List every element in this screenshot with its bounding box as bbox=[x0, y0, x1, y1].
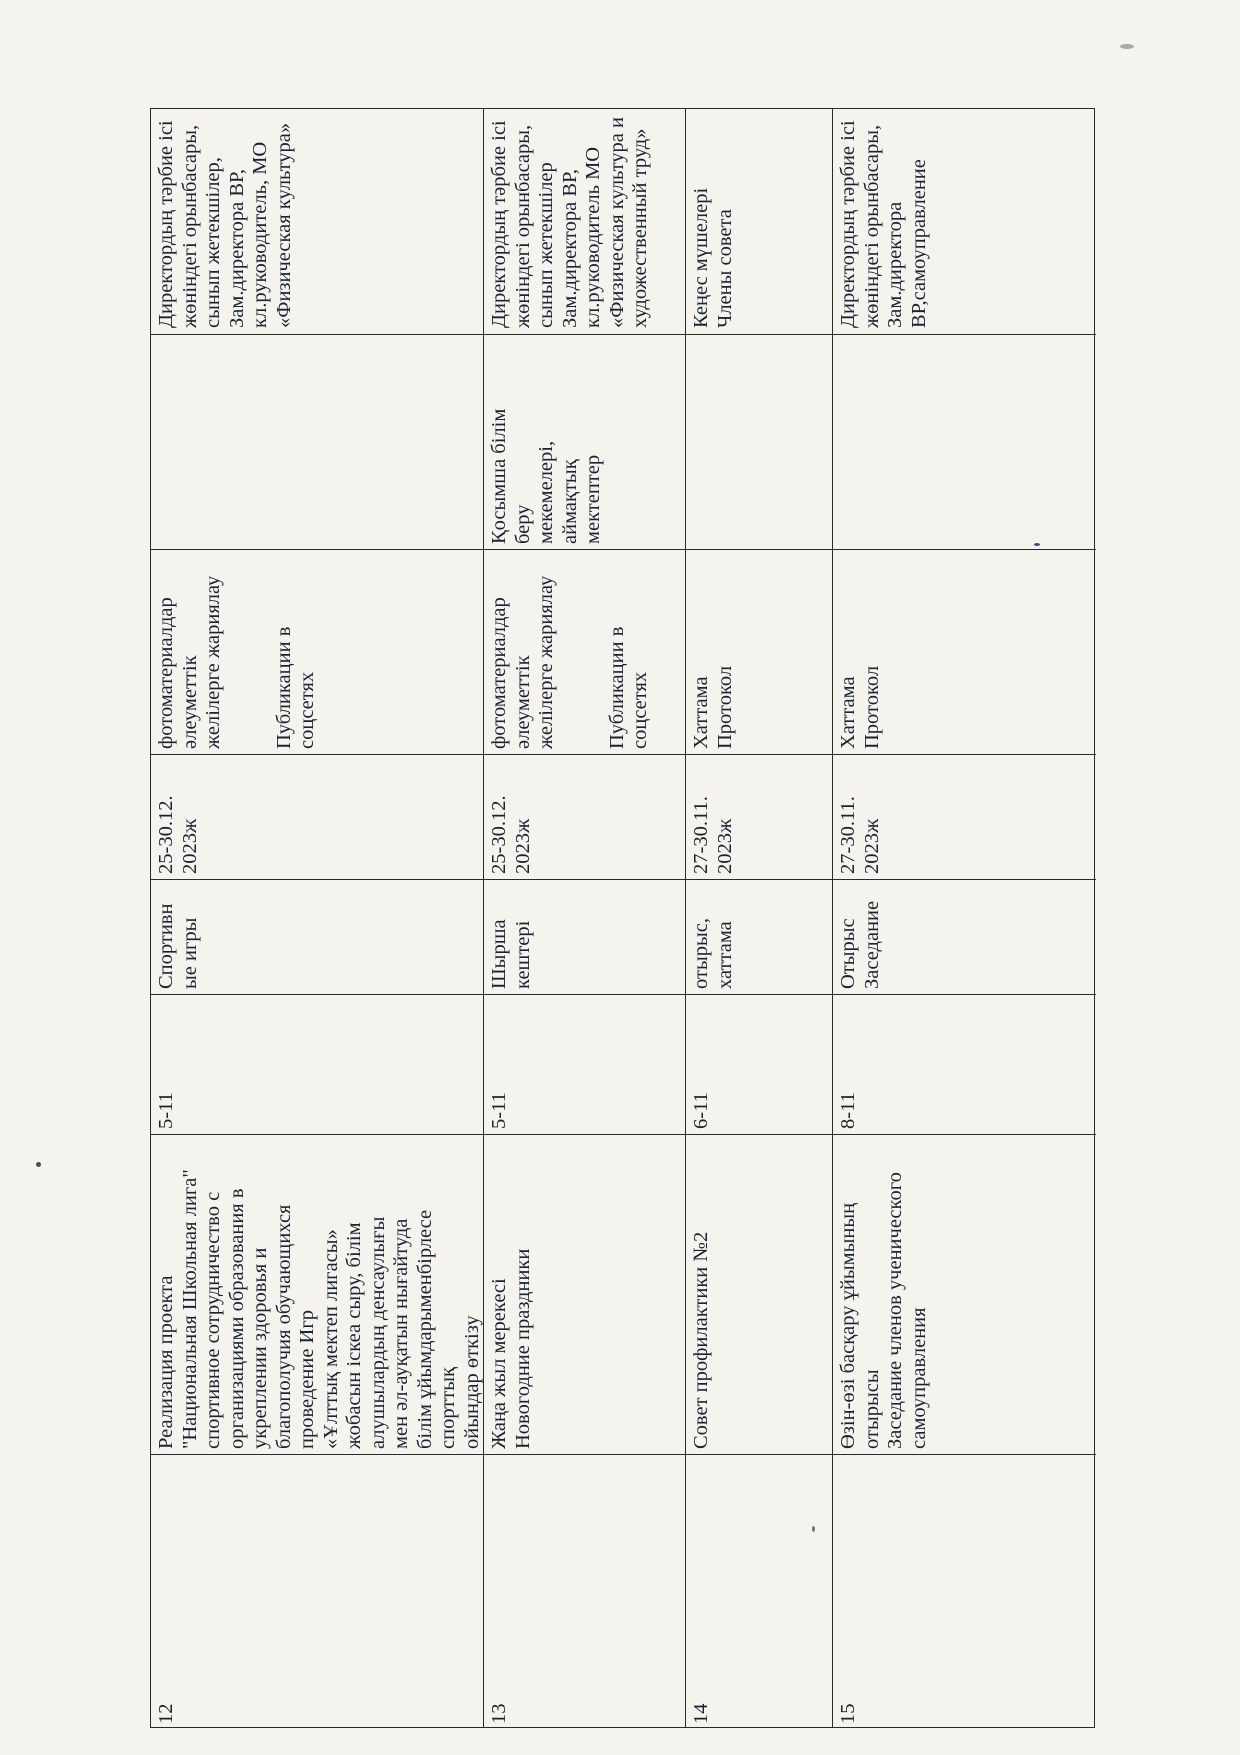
grade-text: 6-11 bbox=[690, 1092, 712, 1129]
partners-text: Қосымша білім беру мекемелері, аймақтық мектептер bbox=[488, 408, 604, 544]
event-text: Жаңа жыл мерекесі Новогодние праздники bbox=[488, 1248, 534, 1449]
cell-grade bbox=[686, 994, 832, 1134]
cell-grade bbox=[484, 994, 685, 1134]
form-text: Отырыс Заседание bbox=[837, 900, 883, 989]
form-text: Спортивн ые игры bbox=[155, 903, 201, 989]
cell-grade bbox=[151, 994, 483, 1134]
table-row bbox=[686, 109, 833, 1727]
table-row bbox=[151, 109, 484, 1727]
table-row bbox=[833, 109, 1096, 1727]
cell-result bbox=[151, 549, 483, 754]
scan-speck bbox=[36, 1162, 41, 1167]
date-text: 27-30.11. 2023ж bbox=[690, 796, 736, 874]
responsible-text: Директордың тәрбие ісі жөніндегі орынбасары, Зам.директора ВР,самоуправление bbox=[837, 120, 930, 328]
date-text: 25-30.12. 2023ж bbox=[155, 795, 201, 874]
cell-date bbox=[686, 754, 832, 879]
cell-form bbox=[484, 879, 685, 994]
num-text: 12 bbox=[155, 1703, 177, 1724]
num-text: 15 bbox=[837, 1703, 859, 1724]
cell-responsible bbox=[151, 109, 483, 334]
responsible-text: Директордың тәрбие ісі жөніндегі орынбасары, сынып жетекшілер, Зам.директора ВР, кл.руководитель, МО «Физическая культура» bbox=[155, 120, 295, 328]
cell-result bbox=[686, 549, 832, 754]
cell-form bbox=[151, 879, 483, 994]
result-text: Хаттама Протокол bbox=[837, 665, 883, 749]
result-text: фотоматериалдар әлеуметтік желілерге жариялау Публикации в соцсетях bbox=[155, 575, 318, 749]
grade-text: 5-11 bbox=[488, 1092, 510, 1129]
responsible-text: Директордың тәрбие ісі жөніндегі орынбасары, сынып жетекшілер Зам.директора ВР, кл.руководитель МО «Физическая культура и художественный труд» bbox=[488, 116, 651, 328]
cell-event bbox=[833, 1134, 1096, 1454]
events-plan-table bbox=[150, 108, 1095, 1728]
partners-text bbox=[686, 335, 832, 549]
grade-text: 8-11 bbox=[837, 1092, 859, 1129]
form-text: отырыс, хаттама bbox=[690, 918, 736, 989]
grade-text: 5-11 bbox=[155, 1092, 177, 1129]
cell-responsible bbox=[484, 109, 685, 334]
cell-grade bbox=[833, 994, 1096, 1134]
responsible-text: Кеңес мүшелері Члены совета bbox=[690, 187, 736, 328]
partners-text bbox=[833, 335, 1096, 549]
event-text: Реализация проекта "Национальная Школьная лига" спортивное сотрудничество с организациями образования в укреплении здоровья и благополучия обучающихся проведение Игр «Ұлттық мектеп лигасы» жобасын іскеа сыру, білім алушылардың денсаулығы мен әл-ауқатын нығайтуда білім ұйымдарыменбірлесе спорттық ойындар өткізу bbox=[155, 1169, 483, 1449]
cell-event bbox=[151, 1134, 483, 1454]
event-text: Өзін-өзі басқару ұйымының отырысы Заседание членов ученического самоуправления bbox=[837, 1172, 930, 1449]
cell-date bbox=[833, 754, 1096, 879]
cell-partners bbox=[484, 334, 685, 549]
cell-result bbox=[484, 549, 685, 754]
cell-form bbox=[686, 879, 832, 994]
cell-num bbox=[484, 1454, 685, 1729]
cell-date bbox=[484, 754, 685, 879]
scan-speck bbox=[1120, 44, 1134, 49]
cell-num bbox=[686, 1454, 832, 1729]
num-text: 13 bbox=[488, 1703, 510, 1724]
form-text: Шырша кештері bbox=[488, 919, 534, 989]
cell-responsible bbox=[833, 109, 1096, 334]
partners-text bbox=[151, 335, 483, 549]
cell-partners bbox=[686, 334, 832, 549]
cell-form bbox=[833, 879, 1096, 994]
cell-event bbox=[484, 1134, 685, 1454]
date-text: 25-30.12. 2023ж bbox=[488, 795, 534, 874]
cell-partners bbox=[833, 334, 1096, 549]
table-row bbox=[484, 109, 686, 1727]
result-text: фотоматериалдар әлеуметтік желілерге жариялау Публикации в соцсетях bbox=[488, 575, 651, 749]
cell-result bbox=[833, 549, 1096, 754]
num-text: 14 bbox=[690, 1703, 712, 1724]
date-text: 27-30.11. 2023ж bbox=[837, 796, 883, 874]
cell-event bbox=[686, 1134, 832, 1454]
event-text: Совет профилактики №2 bbox=[690, 1231, 712, 1449]
cell-responsible bbox=[686, 109, 832, 334]
cell-num bbox=[151, 1454, 483, 1729]
cell-date bbox=[151, 754, 483, 879]
cell-partners bbox=[151, 334, 483, 549]
result-text: Хаттама Протокол bbox=[690, 665, 736, 749]
cell-num bbox=[833, 1454, 1096, 1729]
